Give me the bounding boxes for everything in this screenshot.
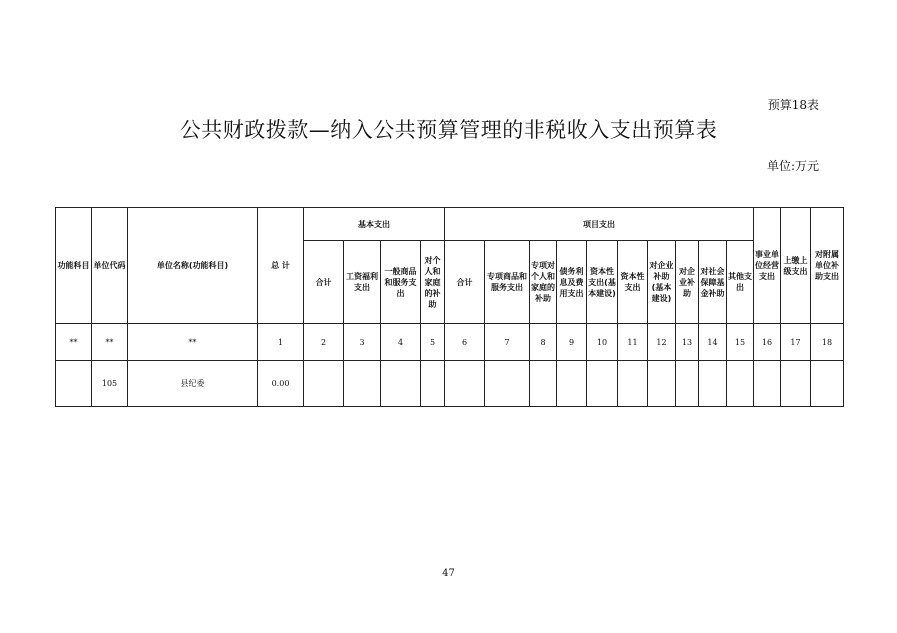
header-basic-col: 对个人和家庭的补助 xyxy=(421,241,445,324)
cell-unit-name: 县纪委 xyxy=(128,361,258,407)
header-project-col: 专项对个人和家庭的补助 xyxy=(530,241,557,324)
number-cell: 15 xyxy=(727,324,754,361)
empty-cell xyxy=(445,361,485,407)
empty-cell xyxy=(557,361,587,407)
header-basic: 基本支出 xyxy=(304,208,445,241)
number-cell: 7 xyxy=(485,324,530,361)
empty-cell xyxy=(618,361,648,407)
number-cell: ** xyxy=(56,324,92,361)
header-project-col: 合计 xyxy=(445,241,485,324)
header-func-subject: 功能科目 xyxy=(56,208,92,324)
header-basic-col: 一般商品和服务支出 xyxy=(381,241,421,324)
number-cell: ** xyxy=(128,324,258,361)
number-cell: 4 xyxy=(381,324,421,361)
empty-cell xyxy=(381,361,421,407)
header-unit-name: 单位名称(功能科目) xyxy=(128,208,258,324)
unit-label: 单位:万元 xyxy=(766,159,819,173)
number-cell: 5 xyxy=(421,324,445,361)
header-basic-col: 合计 xyxy=(304,241,344,324)
header-project-col: 资本性支出(基本建设) xyxy=(587,241,618,324)
number-cell: ** xyxy=(92,324,128,361)
number-cell: 3 xyxy=(344,324,381,361)
header-project-col: 资本性支出 xyxy=(618,241,648,324)
number-cell: 13 xyxy=(676,324,699,361)
number-cell: 10 xyxy=(587,324,618,361)
number-cell: 14 xyxy=(699,324,727,361)
cell-unit-code: 105 xyxy=(92,361,128,407)
number-cell: 12 xyxy=(648,324,676,361)
empty-cell xyxy=(587,361,618,407)
number-cell: 8 xyxy=(530,324,557,361)
empty-cell xyxy=(485,361,530,407)
header-biz: 事业单位经营支出 xyxy=(754,208,781,324)
empty-cell xyxy=(781,361,811,407)
cell-func-subject xyxy=(56,361,92,407)
header-upper: 上缴上级支出 xyxy=(781,208,811,324)
header-project-col: 对社会保障基金补助 xyxy=(699,241,727,324)
header-project-col: 其他支出 xyxy=(727,241,754,324)
number-cell: 16 xyxy=(754,324,781,361)
header-project: 项目支出 xyxy=(445,208,754,241)
empty-cell xyxy=(699,361,727,407)
header-project-col: 对企业补助 xyxy=(676,241,699,324)
page-number: 47 xyxy=(442,568,455,579)
empty-cell xyxy=(727,361,754,407)
number-cell: 18 xyxy=(811,324,844,361)
header-basic-col: 工资福利支出 xyxy=(344,241,381,324)
header-affil: 对附属单位补助支出 xyxy=(811,208,844,324)
empty-cell xyxy=(648,361,676,407)
empty-cell xyxy=(811,361,844,407)
number-row xyxy=(56,324,844,361)
empty-cell xyxy=(754,361,781,407)
number-cell: 17 xyxy=(781,324,811,361)
cell-total: 0.00 xyxy=(258,361,304,407)
number-cell: 9 xyxy=(557,324,587,361)
empty-cell xyxy=(421,361,445,407)
budget-table xyxy=(55,207,844,407)
header-unit-code: 单位代码 xyxy=(92,208,128,324)
empty-cell xyxy=(530,361,557,407)
empty-cell xyxy=(676,361,699,407)
page-title: 公共财政拨款—纳入公共预算管理的非税收入支出预算表 xyxy=(179,118,718,142)
number-cell: 11 xyxy=(618,324,648,361)
header-total: 总 计 xyxy=(258,208,304,324)
table-row xyxy=(56,361,844,407)
number-cell: 2 xyxy=(304,324,344,361)
header-project-col: 对企业补助(基本建设) xyxy=(648,241,676,324)
table-number: 预算18表 xyxy=(767,98,819,112)
header-project-col: 专项商品和服务支出 xyxy=(485,241,530,324)
empty-cell xyxy=(304,361,344,407)
number-cell: 1 xyxy=(258,324,304,361)
number-cell: 6 xyxy=(445,324,485,361)
empty-cell xyxy=(344,361,381,407)
header-project-col: 债务利息及费用支出 xyxy=(557,241,587,324)
